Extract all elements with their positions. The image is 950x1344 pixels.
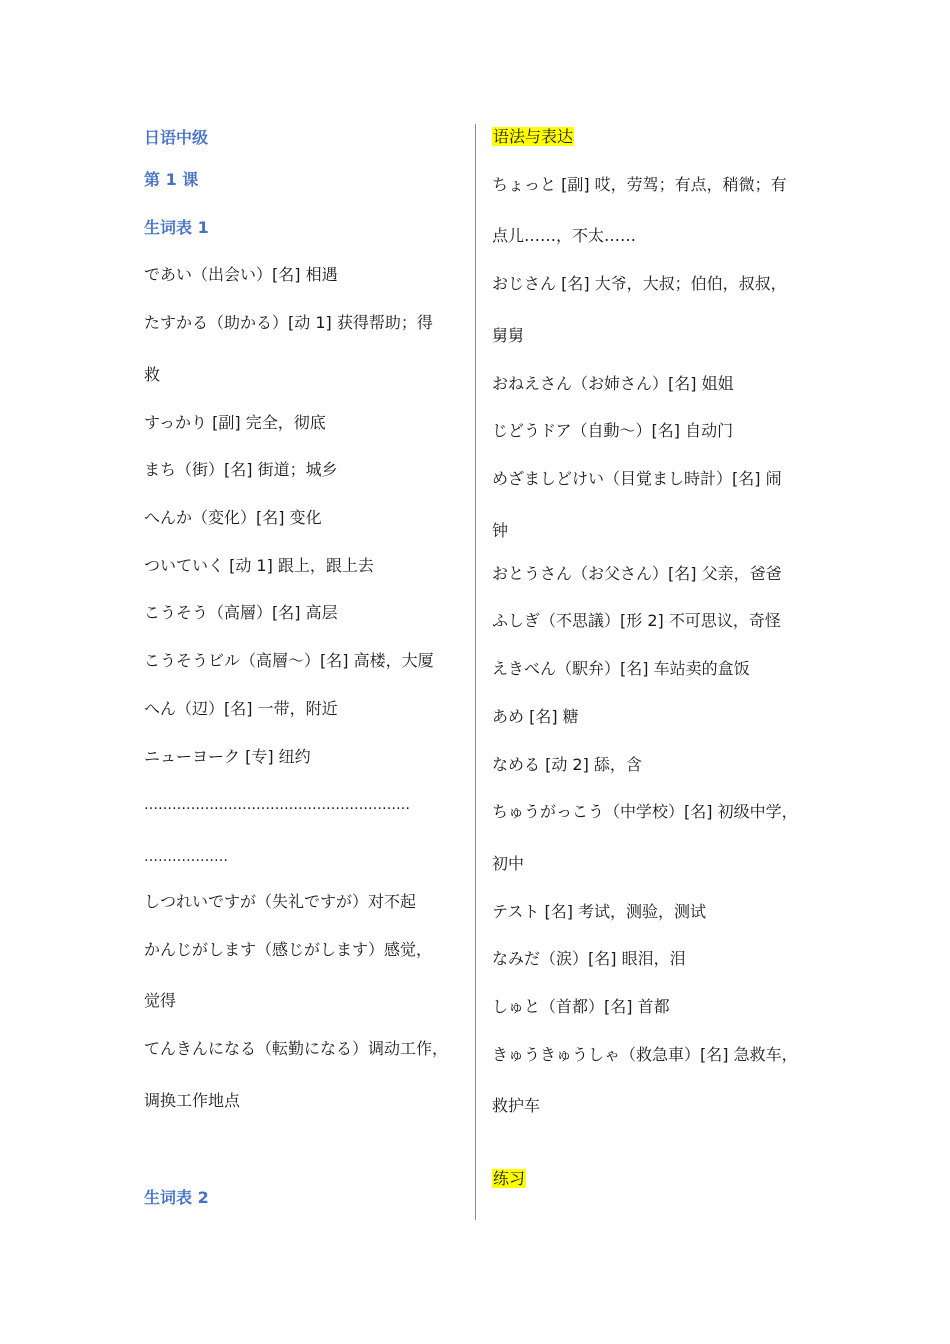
vocab-entry: すっかり [副] 完全，彻底 xyxy=(144,413,326,432)
vocab-entry: なみだ（涙）[名] 眼泪，泪 xyxy=(492,949,686,968)
vocab-entry: しゅと（首都）[名] 首都 xyxy=(492,997,670,1016)
vocab-entry-continuation: 觉得 xyxy=(144,991,177,1010)
vocab-entry: へん（辺）[名] 一带，附近 xyxy=(144,699,338,718)
vocab-entry-continuation: 救 xyxy=(144,365,161,384)
vocab-entry: おとうさん（お父さん）[名] 父亲，爸爸 xyxy=(492,564,782,583)
vocab-entry: こうそう（高層）[名] 高层 xyxy=(144,603,338,622)
vocab-entry: てんきんになる（転勤になる）调动工作， xyxy=(144,1039,449,1058)
vocab-entry: ニューヨーク [专] 纽约 xyxy=(144,747,311,766)
vocab-entry: かんじがします（感じがします）感觉， xyxy=(144,940,433,959)
vocab-list-1-title: 生词表 1 xyxy=(144,218,209,237)
vocab-entry: へんか（変化）[名] 变化 xyxy=(144,508,322,527)
vocab-entry: ちゅうがっこう（中学校）[名] 初级中学， xyxy=(492,802,798,821)
vocab-entry: めざましどけい（目覚まし時計）[名] 闹 xyxy=(492,469,782,488)
column-divider xyxy=(475,124,476,1220)
vocab-entry: であい（出会い）[名] 相遇 xyxy=(144,265,338,284)
course-title: 日语中级 xyxy=(144,128,209,147)
vocab-entry: しつれいですが（失礼ですが）对不起 xyxy=(144,892,417,911)
vocab-entry: おねえさん（お姉さん）[名] 姐姐 xyxy=(492,374,734,393)
vocab-entry: たすかる（助かる）[动 1] 获得帮助；得 xyxy=(144,313,433,332)
vocab-entry: きゅうきゅうしゃ（救急車）[名] 急救车， xyxy=(492,1045,798,1064)
vocab-entry: こうそうビル（高層～）[名] 高楼，大厦 xyxy=(144,651,434,670)
vocab-entry: おじさん [名] 大爷，大叔；伯伯，叔叔， xyxy=(492,274,787,293)
vocab-entry-continuation: 初中 xyxy=(492,854,525,873)
exercise-section-title xyxy=(492,1168,526,1190)
vocab-entry-continuation: 救护车 xyxy=(492,1096,541,1115)
vocab-entry-continuation: 调换工作地点 xyxy=(144,1091,241,1110)
grammar-section-title xyxy=(492,126,574,148)
separator-dots: ……………… xyxy=(144,849,228,865)
vocab-entry-continuation: 舅舅 xyxy=(492,326,525,345)
lesson-title: 第 1 课 xyxy=(144,170,199,189)
vocab-entry: ちょっと [副] 哎，劳驾；有点，稍微；有 xyxy=(492,175,787,194)
vocab-entry: えきべん（駅弁）[名] 车站卖的盒饭 xyxy=(492,659,750,678)
vocab-entry: なめる [动 2] 舔，含 xyxy=(492,755,642,774)
vocab-list-2-title: 生词表 2 xyxy=(144,1188,209,1207)
exercise-section-highlight: 练习 xyxy=(493,1169,526,1188)
vocab-entry: ついていく [动 1] 跟上，跟上去 xyxy=(144,556,374,575)
vocab-entry: テスト [名] 考试，测验，测试 xyxy=(492,902,707,921)
vocab-entry-continuation: 点儿……，不太…… xyxy=(492,226,637,245)
grammar-section-highlight: 语法与表达 xyxy=(493,127,574,146)
vocab-entry: まち（街）[名] 街道；城乡 xyxy=(144,460,338,479)
vocab-entry: あめ [名] 糖 xyxy=(492,707,579,726)
vocab-entry-continuation: 钟 xyxy=(492,521,509,540)
separator-dots: ………………………………………………… xyxy=(144,797,410,813)
vocab-entry: じどうドア（自動～）[名] 自动门 xyxy=(492,421,734,440)
vocab-entry: ふしぎ（不思議）[形 2] 不可思议，奇怪 xyxy=(492,611,781,630)
